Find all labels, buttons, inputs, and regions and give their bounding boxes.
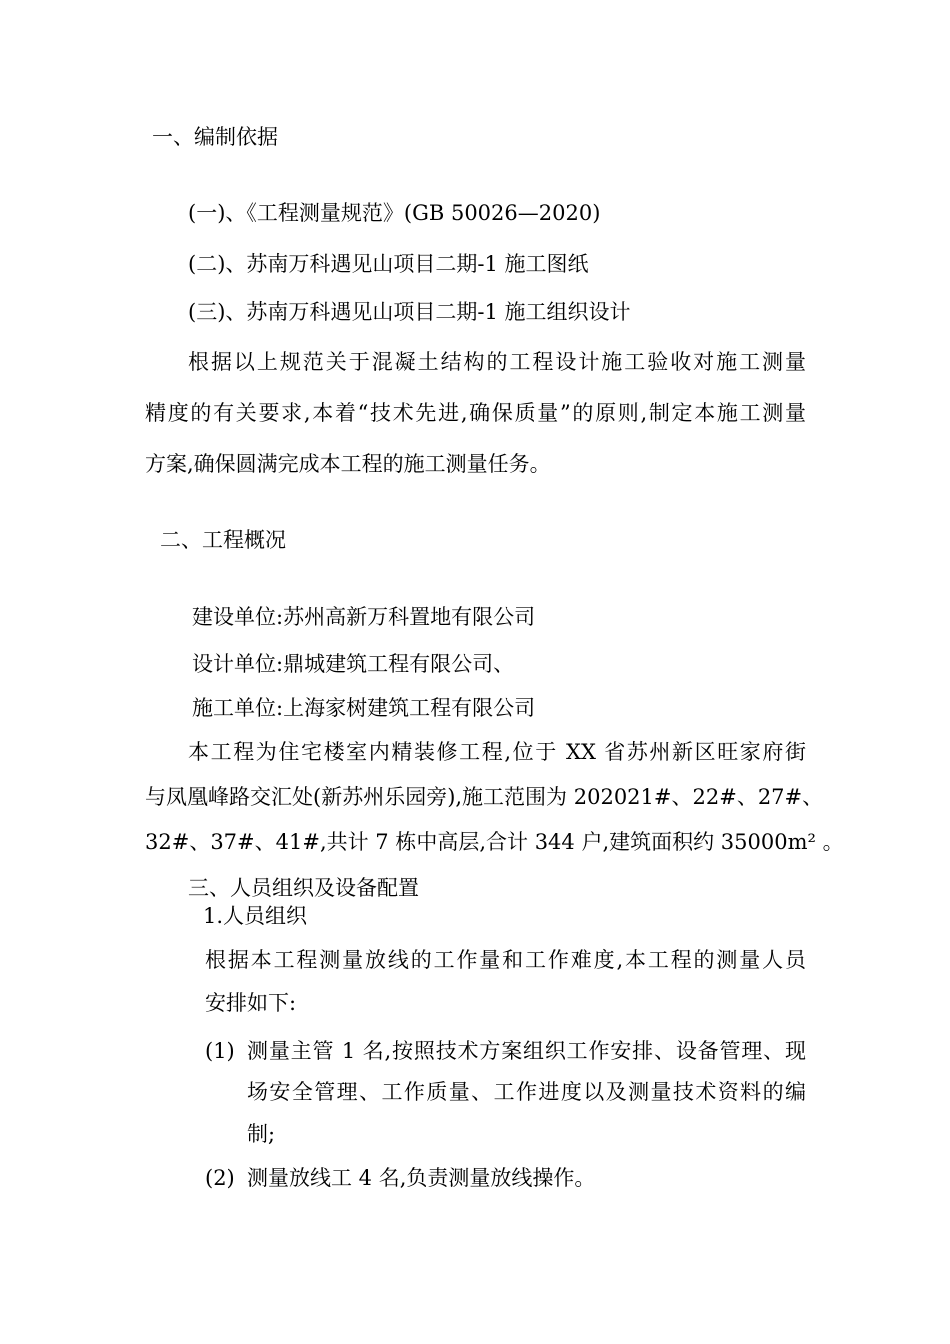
basis-paragraph-line-1: 根据以上规范关于混凝土结构的工程设计施工验收对施工测量 bbox=[188, 350, 806, 374]
design-unit: 设计单位:鼎城建筑工程有限公司、 bbox=[192, 652, 515, 676]
overview-paragraph-line-1: 本工程为住宅楼室内精装修工程,位于 XX 省苏州新区旺家府街 bbox=[188, 740, 806, 764]
list-item-1-line-2: 场安全管理、工作质量、工作进度以及测量技术资料的编 bbox=[247, 1080, 806, 1104]
overview-paragraph-line-2: 与凤凰峰路交汇处(新苏州乐园旁),施工范围为 202021#、22#、27#、 bbox=[145, 785, 824, 809]
staffing-intro-line-2: 安排如下: bbox=[205, 991, 297, 1015]
section2-heading: 二、工程概况 bbox=[160, 528, 286, 552]
construction-unit: 建设单位:苏州高新万科置地有限公司 bbox=[192, 605, 536, 629]
basis-item-3: (三)、苏南万科遇见山项目二期-1 施工组织设计 bbox=[188, 300, 631, 324]
staffing-intro-line-1: 根据本工程测量放线的工作量和工作难度,本工程的测量人员 bbox=[205, 948, 806, 972]
section1-heading: 一、编制依据 bbox=[152, 125, 278, 149]
list-item-1-line-1: 测量主管 1 名,按照技术方案组织工作安排、设备管理、现 bbox=[247, 1039, 806, 1063]
list-item-2-line-1: 测量放线工 4 名,负责测量放线操作。 bbox=[247, 1166, 596, 1190]
section3-subheading: 1.人员组织 bbox=[203, 904, 308, 928]
section3-heading: 三、人员组织及设备配置 bbox=[188, 876, 419, 900]
basis-item-2: (二)、苏南万科遇见山项目二期-1 施工图纸 bbox=[188, 252, 589, 276]
contractor-unit: 施工单位:上海家树建筑工程有限公司 bbox=[192, 696, 536, 720]
basis-paragraph-line-3: 方案,确保圆满完成本工程的施工测量任务。 bbox=[145, 452, 551, 476]
basis-item-1: (一)、《工程测量规范》(GB 50026—2020) bbox=[188, 201, 601, 225]
overview-paragraph-line-3: 32#、37#、41#,共计 7 栋中高层,合计 344 户,建筑面积约 35000m² 。 bbox=[145, 830, 844, 854]
list-item-1-number: (1) bbox=[205, 1039, 235, 1063]
basis-paragraph-line-2: 精度的有关要求,本着“技术先进,确保质量”的原则,制定本施工测量 bbox=[145, 401, 806, 425]
list-item-2-number: (2) bbox=[205, 1166, 235, 1190]
list-item-1-line-3: 制; bbox=[247, 1122, 276, 1146]
